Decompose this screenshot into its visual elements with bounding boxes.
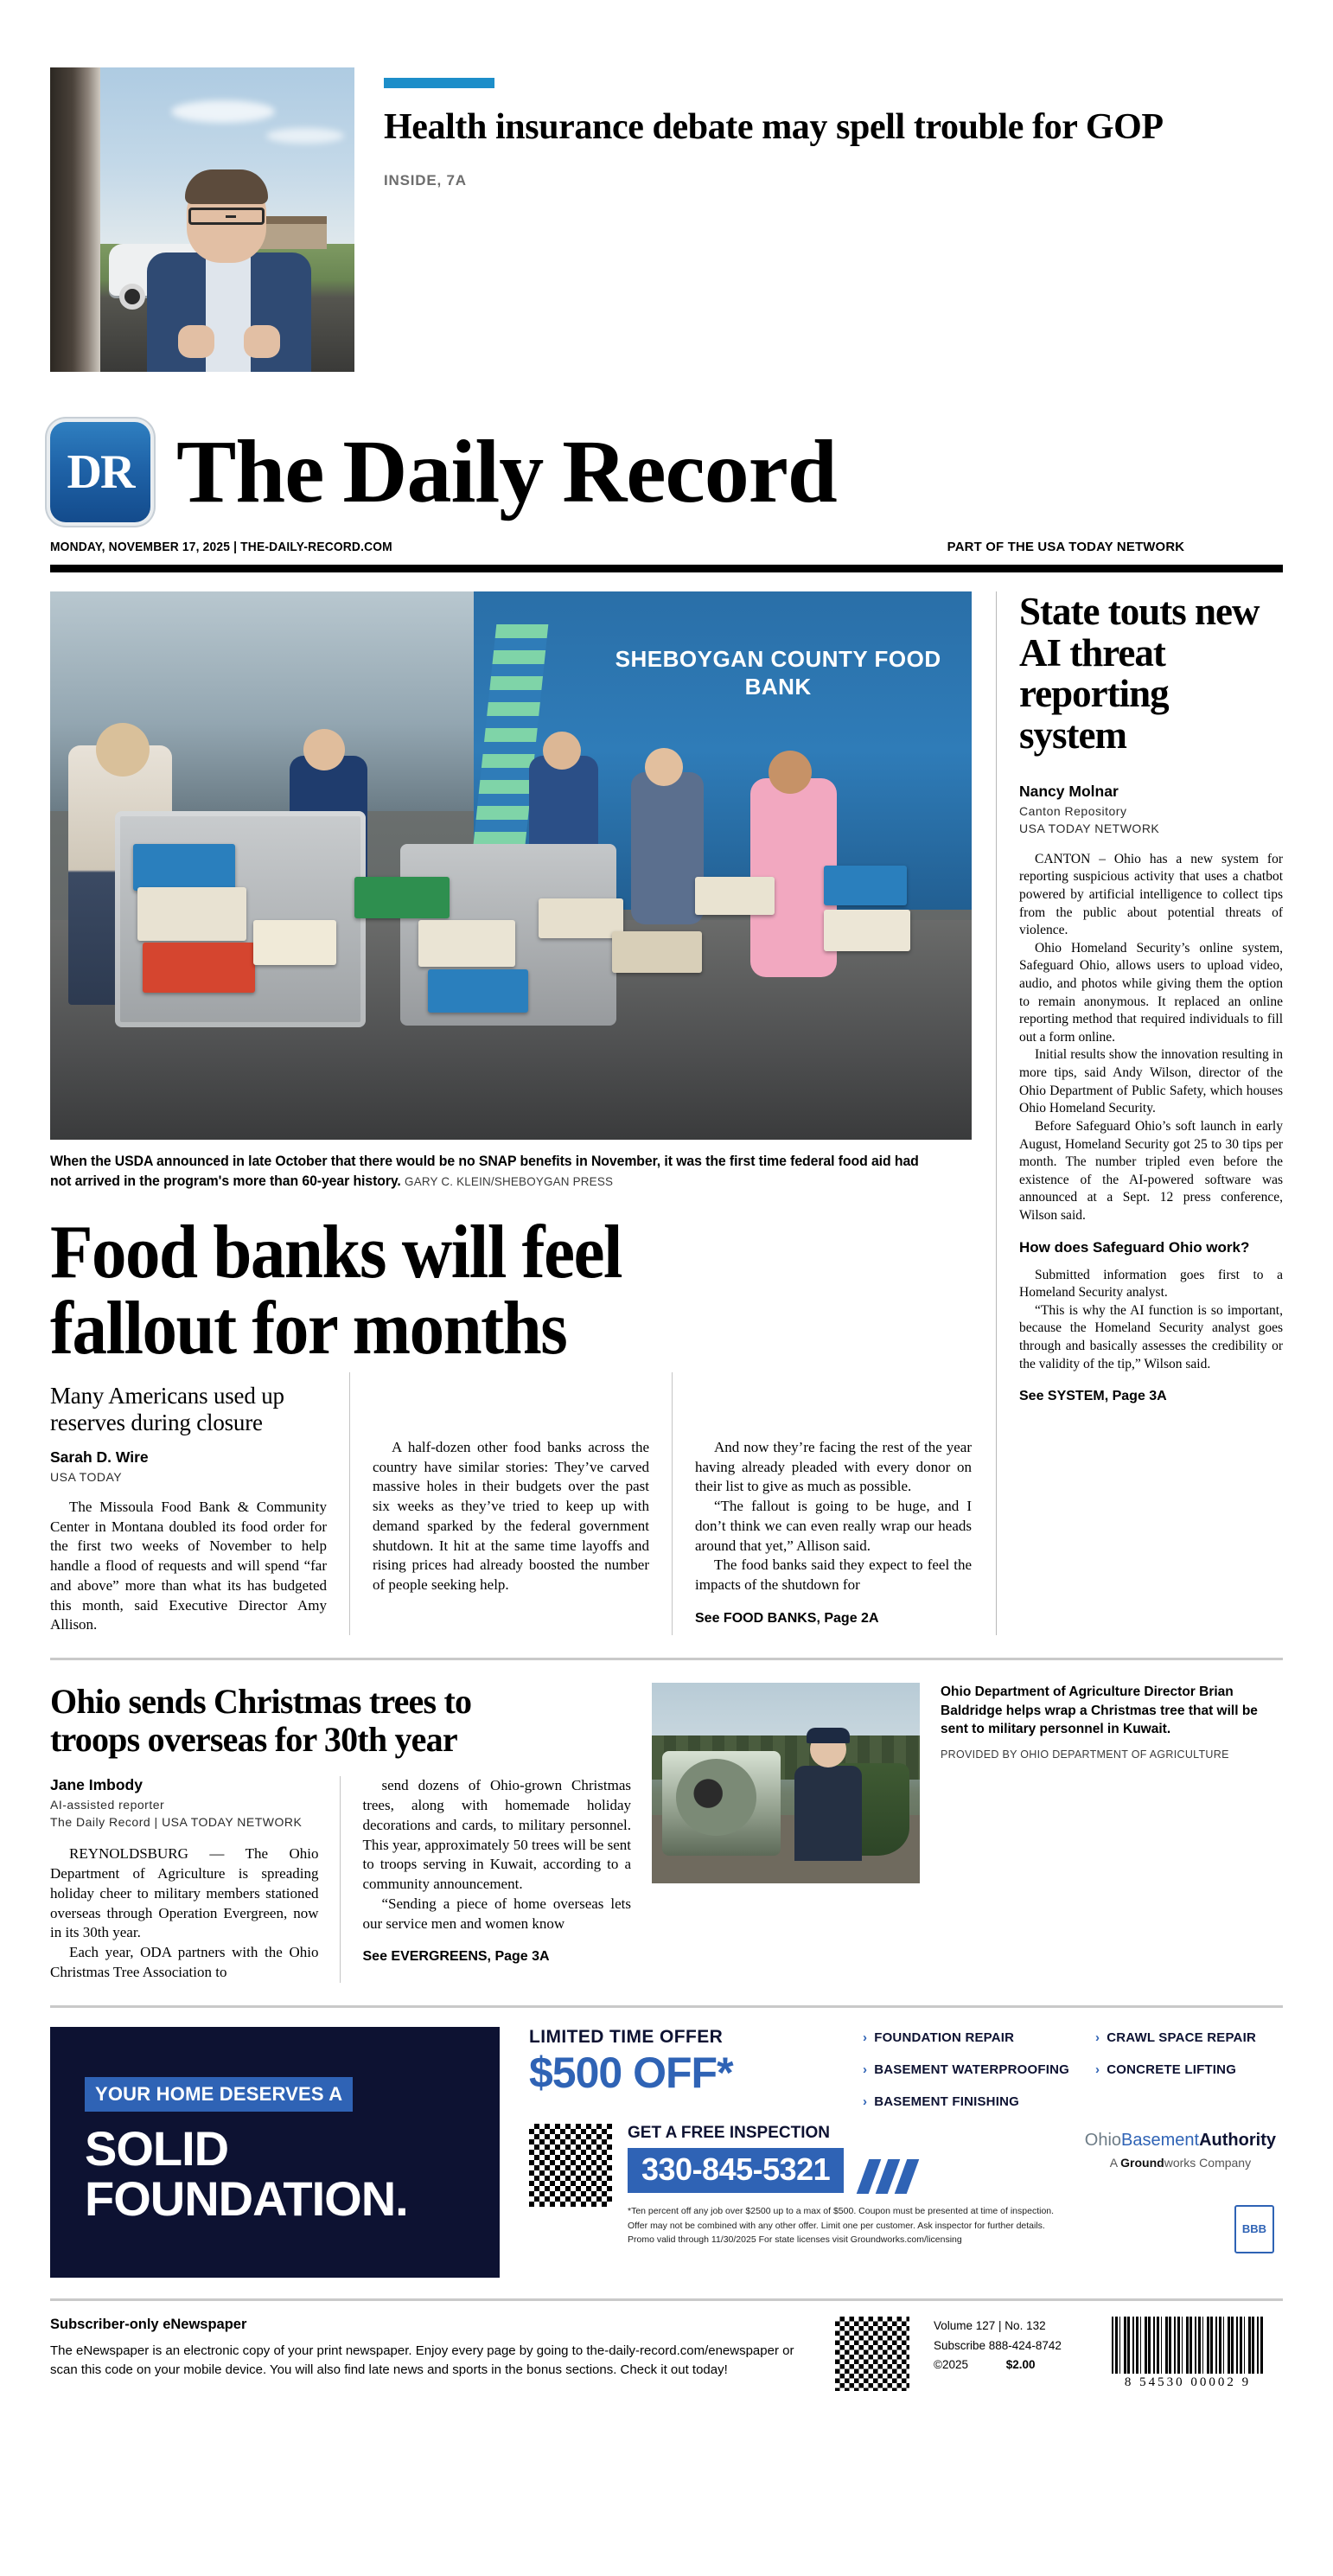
subscribe-phone[interactable]: Subscribe 888-424-8742	[934, 2338, 1062, 2352]
ad-headline-line1: SOLID	[85, 2120, 229, 2176]
side-byline-name: Nancy Molnar	[1019, 782, 1119, 800]
enewspaper-body: The eNewspaper is an electronic copy of your print newspaper. Enjoy every page by going to the-daily-record.com/enewspaper or scan this code on your mobile device. You will also find late news and sports in the bonus sections. Check it out today!	[50, 2343, 794, 2378]
ad-tagline: YOUR HOME DESERVES A	[85, 2077, 353, 2112]
lead-col-2	[349, 1372, 649, 1635]
enewspaper-qr-code[interactable]	[835, 2317, 909, 2391]
ad-service-item[interactable]: › FOUNDATION REPAIR	[863, 2029, 1015, 2045]
teaser-inside-ref[interactable]: INSIDE, 7A	[384, 172, 467, 189]
second-headline[interactable]	[50, 1683, 631, 1759]
second-byline-name: Jane Imbody	[50, 1776, 143, 1794]
second-col-2	[340, 1776, 632, 1982]
top-news-block	[50, 591, 1283, 1635]
chevron-right-icon: ›	[863, 2061, 868, 2077]
paragraph: send dozens of Ohio-grown Christmas trees, along with homemade holiday decorations and cards, to military personnel. This year, approximately 50 trees will be sent to troops serving in Kuwait, according to a community announcement.	[362, 1777, 631, 1893]
side-subhead: How does Safeguard Ohio work?	[1019, 1238, 1250, 1256]
second-col2-body	[363, 1776, 632, 1934]
enewspaper-promo	[50, 2317, 811, 2391]
caption-credit: GARY C. KLEIN/SHEBOYGAN PRESS	[405, 1174, 614, 1189]
masthead-rule	[50, 565, 1283, 572]
ad-brand-logo	[1085, 2131, 1276, 2170]
ad-service-item[interactable]: › BASEMENT FINISHING	[863, 2093, 1019, 2109]
paragraph: CANTON – Ohio has a new system for reporting suspicious activity that uses a chatbot powered by artificial intelligence to collect tips from the public about potential threats of violence.	[1019, 851, 1283, 938]
ad-slash-decoration	[856, 2159, 913, 2194]
ad-qr-code[interactable]	[529, 2124, 612, 2207]
paragraph: The food banks said they expect to feel the impacts of the shutdown for	[695, 1556, 972, 1594]
ad-offer-panel	[500, 2027, 1283, 2278]
lead-col2-body	[373, 1438, 649, 1595]
second-story-columns	[50, 1776, 631, 1982]
lead-deck: Many Americans used up reserves during closure	[50, 1382, 284, 1435]
paragraph: Each year, ODA partners with the Ohio Christmas Tree Association to	[50, 1944, 319, 1980]
lead-photo-caption	[50, 1152, 934, 1192]
side-story-body-2	[1019, 1267, 1283, 1374]
lead-col-3	[672, 1372, 972, 1635]
ad-services-list	[863, 2030, 1256, 2126]
ad-phone-number[interactable]: 330-845-5321	[628, 2148, 844, 2193]
brand-sub-groundworks: Ground	[1120, 2155, 1164, 2170]
lead-byline-name: Sarah D. Wire	[50, 1448, 149, 1466]
edition-meta	[934, 2317, 1098, 2391]
ad-limited-label: LIMITED TIME OFFER	[529, 2026, 724, 2047]
ad-hero-panel	[50, 2027, 500, 2278]
masthead	[50, 422, 1283, 522]
chevron-right-icon: ›	[863, 2029, 868, 2045]
bbb-accredited-badge: BBB	[1234, 2205, 1274, 2253]
paragraph: A half-dozen other food banks across the country have similar stories: They’ve carved massive holes in their budgets over the past six weeks as they’ve tried to keep up with demand sparked by the federal government shutdown. It hit at the same time layoffs and rising prices had already boosted the number of people seeking help.	[373, 1438, 649, 1594]
ad-service-item[interactable]: › CRAWL SPACE REPAIR	[1095, 2029, 1256, 2045]
brand-basement: Basement	[1121, 2130, 1200, 2150]
second-headline-line1: Ohio sends Christmas trees to	[50, 1682, 472, 1722]
network-label: PART OF THE USA TODAY NETWORK	[947, 540, 1184, 554]
side-byline-org2: USA TODAY NETWORK	[1019, 821, 1160, 835]
ad-service-item[interactable]: › CONCRETE LIFTING	[1095, 2061, 1237, 2077]
paragraph: Ohio Homeland Security’s online system, Safeguard Ohio, allows users to upload video, audio, and photos while giving them the option to remain anonymous. It replaced an online reporting method that required individuals to fill out a form online.	[1019, 940, 1283, 1045]
dateline-bar	[50, 540, 1184, 554]
second-photo-caption-block	[941, 1683, 1283, 1982]
lead-story-columns	[50, 1372, 972, 1635]
volume-number: Volume 127 | No. 132	[934, 2318, 1046, 2332]
daily-record-logo[interactable]: DR	[50, 422, 150, 522]
copyright: ©2025	[934, 2358, 968, 2372]
second-story	[50, 1683, 1283, 1982]
second-byline-role: AI-assisted reporter	[50, 1798, 165, 1812]
paragraph: “Sending a piece of home overseas lets our service men and women know	[362, 1895, 631, 1932]
second-photo-credit: PROVIDED BY OHIO DEPARTMENT OF AGRICULTURE	[941, 1748, 1229, 1761]
side-byline-org1: Canton Repository	[1019, 803, 1127, 818]
side-story-body	[1019, 851, 1283, 1225]
lead-headline-line1: Food banks will feel	[50, 1210, 622, 1294]
ad-service-item[interactable]: › BASEMENT WATERPROOFING	[863, 2061, 1069, 2077]
page-title	[176, 422, 837, 521]
paragraph: “This is why the AI function is so important, because the Homeland Security analyst goes through and basically assesses the credibility or the validity of the tip,” Wilson said.	[1019, 1302, 1283, 1371]
barcode-digits: 8 54530 00002 9	[1124, 2375, 1252, 2389]
teaser-headline[interactable]: Health insurance debate may spell trouble for GOP	[384, 107, 1164, 147]
lead-col3-body	[695, 1438, 972, 1595]
masthead-word-record: Record	[562, 422, 837, 521]
lead-col1-body	[50, 1498, 327, 1635]
second-photo-caption: Ohio Department of Agriculture Director Brian Baldridge helps wrap a Christmas tree that will be sent to military personnel in Kuwait.	[941, 1684, 1258, 1736]
barcode-bars	[1112, 2317, 1264, 2374]
ad-headline	[85, 2120, 465, 2226]
lead-photo	[50, 591, 972, 1140]
paragraph: “The fallout is going to be huge, and I don’t think we can even really wrap our heads around that yet,” Allison said.	[695, 1498, 972, 1554]
side-story	[996, 591, 1283, 1635]
paragraph: The Missoula Food Bank & Community Center in Montana doubled its food order for the first two weeks of November to help handle a flood of requests and will spend “far and above” more than what its has budgeted this month, said Executive Director Amy Allison.	[50, 1498, 327, 1633]
second-byline-org: The Daily Record | USA TODAY NETWORK	[50, 1815, 303, 1830]
paragraph: REYNOLDSBURG — The Ohio Department of Agriculture is spreading holiday cheer to military members stationed overseas through Operation Evergreen, now in its 30th year.	[50, 1845, 319, 1941]
paragraph: Initial results show the innovation resulting in more tips, said Andy Wilson, director of the Ohio Department of Public Safety, which houses Ohio Homeland Security.	[1019, 1047, 1283, 1116]
second-col-1	[50, 1776, 319, 1982]
paragraph: And now they’re facing the rest of the year having already pleaded with every donor on their list to give as much as possible.	[695, 1438, 972, 1495]
ad-get-free-label: GET A FREE INSPECTION	[628, 2123, 831, 2142]
ad-discount: $500 OFF*	[529, 2048, 733, 2097]
enewspaper-title: Subscriber-only eNewspaper	[50, 2316, 247, 2332]
chevron-right-icon: ›	[1095, 2061, 1100, 2077]
brand-authority: Authority	[1199, 2130, 1276, 2150]
paragraph: Submitted information goes first to a Homeland Security analyst.	[1019, 1267, 1283, 1301]
chevron-right-icon: ›	[1095, 2029, 1100, 2045]
lead-col-1	[50, 1372, 327, 1635]
second-jump-line[interactable]: See EVERGREENS, Page 3A	[362, 1949, 550, 1965]
lead-jump-line[interactable]: See FOOD BANKS, Page 2A	[695, 1610, 879, 1626]
lead-headline[interactable]	[50, 1210, 898, 1371]
second-headline-line2: troops overseas for 30th year	[50, 1720, 457, 1760]
second-story-text	[50, 1683, 631, 1982]
teaser-accent-rule	[384, 78, 494, 88]
price: $2.00	[1005, 2358, 1036, 2372]
second-col1-body	[50, 1844, 319, 1982]
brand-ohio: Ohio	[1084, 2130, 1122, 2150]
brand-sub-a: A	[1109, 2155, 1121, 2170]
second-story-photo	[652, 1683, 920, 1883]
page-footer	[50, 2298, 1283, 2391]
ad-fine-print: *Ten percent off any job over $2500 up to a max of $500. Coupon must be presented at time of inspection. Offer may not be combined with any other offer. Limit one per customer. Ask inspector for further details. Promo valid through 11/30/2025 For state licenses visit Groundworks.com/licensing	[628, 2205, 1055, 2246]
ad-headline-line2: FOUNDATION.	[85, 2170, 408, 2226]
chevron-right-icon: ›	[863, 2093, 868, 2109]
masthead-word-the: The	[176, 422, 324, 521]
side-headline[interactable]: State touts new AI threat reporting system	[1019, 590, 1260, 757]
section-divider	[50, 1658, 1283, 1660]
paragraph: Before Safeguard Ohio’s soft launch in early August, Homeland Security got 25 to 30 tips per month. The number tripled even before the existence of the AI-powered software was announced at a Sept. 12 press conference, Wilson said.	[1019, 1118, 1283, 1223]
teaser-photo	[50, 67, 354, 372]
top-teaser[interactable]	[50, 0, 1283, 372]
dateline-date: MONDAY, NOVEMBER 17, 2025 | THE-DAILY-RECORD.COM	[50, 540, 392, 554]
advertisement[interactable]	[50, 2005, 1283, 2278]
truck-sign-text: SHEBOYGAN COUNTY FOOD BANK	[615, 646, 941, 700]
lead-byline-org: USA TODAY	[50, 1469, 123, 1484]
masthead-word-daily: Daily	[342, 422, 544, 521]
lead-story	[50, 591, 972, 1635]
upc-barcode	[1112, 2317, 1264, 2391]
caption-text: When the USDA announced in late October that there would be no SNAP benefits in November, it was the first time federal food aid had not arrived in the program's more than 60-year history.	[50, 1154, 919, 1190]
side-jump-line[interactable]: See SYSTEM, Page 3A	[1019, 1389, 1167, 1404]
brand-sub-rest: works Company	[1164, 2155, 1252, 2170]
lead-headline-line2: fallout for months	[50, 1286, 567, 1371]
